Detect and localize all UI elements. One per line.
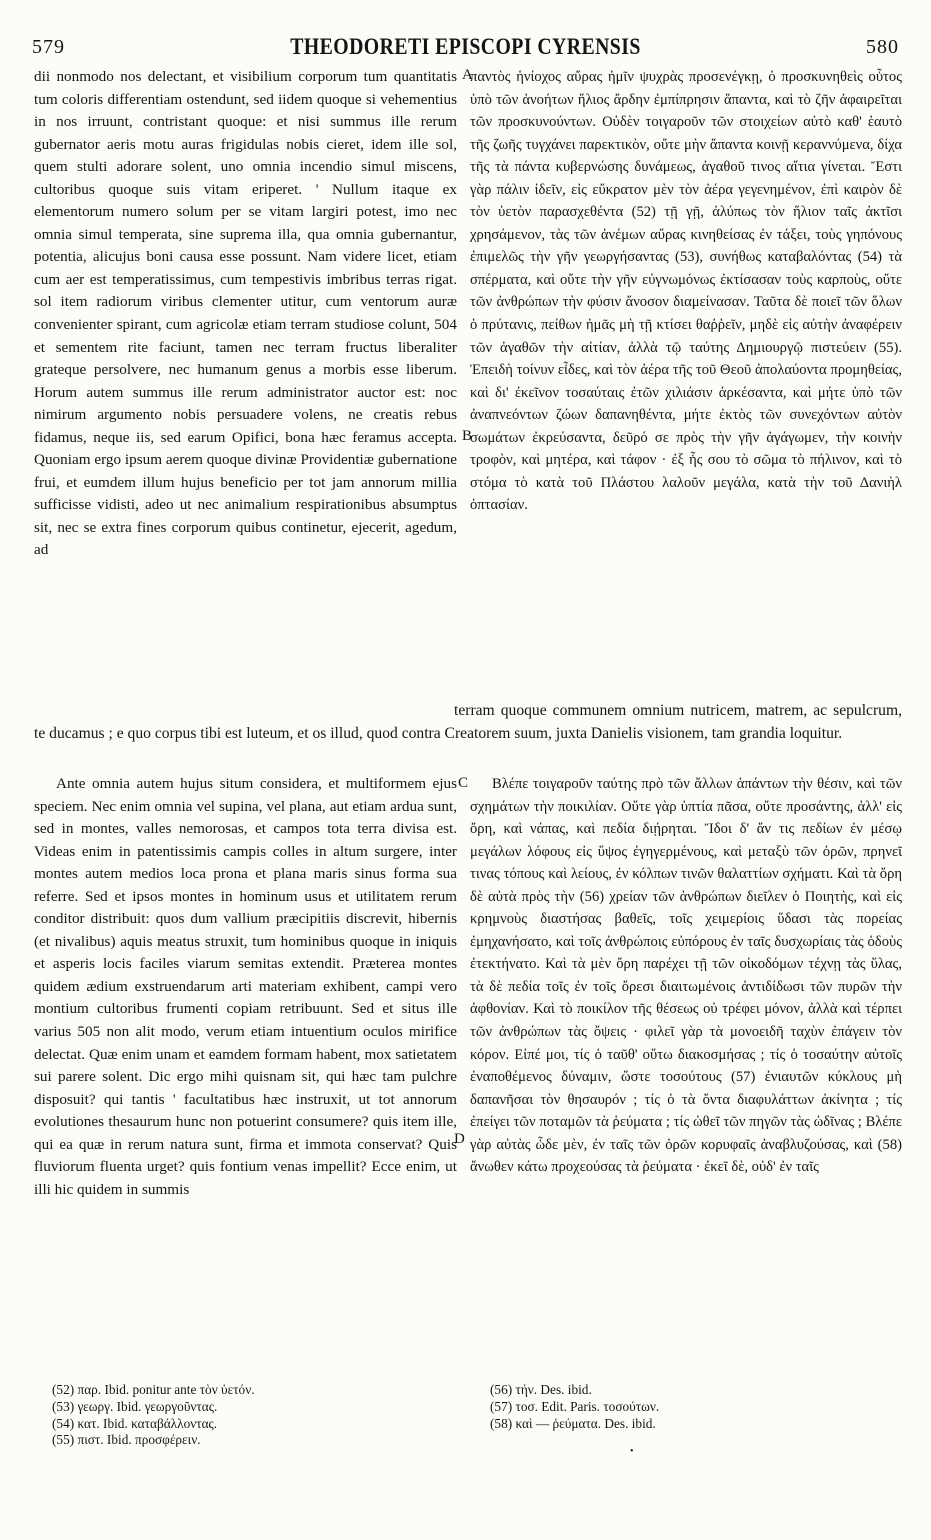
ornament-dot: • bbox=[630, 1446, 634, 1457]
section-marker-c: C bbox=[458, 775, 469, 791]
latin-full-width-line bbox=[34, 700, 902, 745]
footnote: (53) γεωργ. Ibid. γεωργοῦντας. bbox=[52, 1398, 218, 1414]
right-column-number: 580 bbox=[866, 36, 899, 58]
section-marker-b: B bbox=[462, 428, 473, 444]
footnotes-left bbox=[52, 1382, 452, 1449]
footnote: (54) κατ. Ibid. καταβάλλοντας. bbox=[52, 1415, 218, 1431]
footnote: (57) τοσ. Edit. Paris. τοσούτων. bbox=[490, 1398, 660, 1414]
page-header bbox=[30, 34, 901, 60]
footnotes-right bbox=[490, 1382, 890, 1432]
footnote: (52) παρ. Ibid. ponitur ante τὸν ὑετόν. bbox=[52, 1382, 255, 1397]
section-marker-a: A bbox=[462, 67, 473, 83]
left-column-number: 579 bbox=[32, 36, 65, 58]
footnote: (55) πιστ. Ibid. προσφέρειν. bbox=[52, 1432, 201, 1448]
latin-full-width-text: terram quoque communem omnium nutricem, matrem, ac sepulcrum, te ducamus ; e quo corpus tibi est luteum, et os illud, quod contra Creatorem suum, juxta Danielis visionem, tam grandia loquitur. bbox=[34, 702, 902, 742]
greek-column-bottom bbox=[470, 773, 902, 1373]
greek-text-bottom: Βλέπε τοιγαροῦν ταύτης πρὸ τῶν ἄλλων ἁπάντων τὴν θέσιν, καὶ τῶν σχημάτων τὴν ποικιλίαν. Οὔτε γὰρ ὑπτία πᾶσα, οὔτε προσάντης, ἀλλ' εἰς ὄρη, καὶ νάπας, καὶ πεδία διῄρηται. Ἴδοι δ' ἄν τις πεδίων ἐν μέσῳ μεγάλων λόφους εἰς ὕψος ἐγηγερμένους, καὶ μεταξὺ τῶν ὀρῶν, πρηνεῖ τινας τόπους καὶ λείους, ἐν κόλπων τινῶν θαλαττίων σχήματι. Καὶ τὰ ὄρη δὲ αὐτὰ πρὸς τὴν (56) χρείαν τῶν ἀνθρώπων διεῖλεν ὁ Ποιητὴς, καὶ εἰς κρημνοὺς διαστήσας βαθεῖς, τοῖς χειμερίοις ὕδασι τὰς πορείας ἐμηχανήσατο, καὶ τοῖς ἀνθρώποις εὐπόρους ἐν ταῖς δυσχωρίαις τὰς ὁδοὺς ἐτεκτήνατο. Καὶ τὰ μὲν ὄρη παρέχει τῇ τῶν οἰκοδόμων τέχνῃ τὰς ὕλας, τὰ δὲ πεδία τοῖς ἐν τοῖς ὄρεσι διαιτωμένοις ἀντιδίδωσι τῶν πυρῶν τὴν ἀφθονίαν. Καὶ τὸ ποικίλον τῆς θέσεως οὐ τρέφει μόνον, ἀλλὰ καὶ τέρπει τῶν ἀνθρώπων τὰς ὄψεις · φιλεῖ γὰρ τὰ μονοειδῆ ταχὺν ἐπάγειν τὸν κόρον. Εἰπέ μοι, τίς ὁ ταῦθ' οὕτω διακοσμήσας ; τίς ὁ τοσαύτην αὐτοῖς ἐναποθέμενος δύναμιν, ὥστε τοσούτους (57) ἐνιαυτῶν κύκλους μὴ δαπανῆσαι τὸν θησαυρόν ; τίς ὁ τὰ ὄντα διαφυλάττων ἀκίνητα ; τίς ἐπείγει τῶν ποταμῶν τὰ ῥεύματα ; τίς ὠθεῖ τῶν πηγῶν τὰς ὠδῖνας ; Βλέπε γὰρ αὐτὰς ὧδε μὲν, ἐν ταῖς τῶν ὀρῶν κορυφαῖς ἀναβλυζούσας, καὶ (58) ἄνωθεν κάτω προχεούσας τὰ ῥεύματα · ἐκεῖ δὲ, οὐδ' ἐν ταῖς bbox=[470, 776, 902, 1176]
greek-text-top: παντὸς ἡνίοχος αὔρας ἡμῖν ψυχρὰς προσενέγκῃ, ὁ προσκυνηθεὶς οὗτος ὑπὸ τῶν ἀνοήτων ἥλιος ἄρδην ἐμπίπρησιν ἅπαντα, καὶ τὸ ζῆν ἀφαιρεῖται τῶν προσκυνούντων. Οὐδὲν τοιγαροῦν τῶν στοιχείων αὐτὸ καθ' ἑαυτὸ τῆς ζωῆς τυγχάνει παρεκτικὸν, οὔτε μὴν ἅπαντα κοινῇ κεραννύμενα, δίχα τῆς τὰ πάντα κυβερνώσης δυνάμεως, ἀγαθοῦ τινος αἴτια γίνεται. Ἔστι γὰρ πάλιν ἰδεῖν, εἰς εὔκρατον μὲν τὸν ἀέρα γεγενημένον, ἐπὶ καιρὸν δὲ τὸν ὑετὸν παρασχεθέντα (52) τῇ γῇ, ἀλύπως τὸν ἥλιον ταῖς ἀκτῖσι χρησάμενον, τὰς τῶν ἀνέμων αὔρας κινηθείσας ἐν τάξει, τοὺς γηπόνους ἐπιμελῶς τὴν γῆν γεωργήσαντας (53), συνήθως καταβαλόντας (54) τὰ σπέρματα, καὶ οὔτε τὴν γῆν εὐγνωμόνως ἐκτίσασαν τοὺς καρποὺς, οὔτε τῶν ἀνθρώπων τὴν φύσιν ἄνοσον διαμείνασαν. Ταῦτα δὲ ποιεῖ τῶν ὅλων ὁ πρύτανις, πείθων ἡμᾶς μὴ τῇ κτίσει θαῤῥεῖν, μηδὲ εἰς αὐτὴν ἀναφέρειν τῶν ἀγαθῶν τὴν αἰτίαν, ἀλλὰ τῷ ταύτης Δημιουργῷ πιστεύειν (55). Ἐπειδὴ τοίνυν εἶδες, καὶ τὸν ἀέρα τῆς τοῦ Θεοῦ ἀπολαύοντα προμηθείας, καὶ δι' ἐκεῖνον τοσαύταις ἐτῶν χιλιάσιν ἀρκέσαντα, καὶ μήτε ὑπὸ τῶν ἀναπνεόντων ζώων δαπανηθέντα, μήτε ἐκτὸς τῶν συνεχόντων αὐτὸν σωμάτων ἐκρεύσαντα, δεῦρό σε πρὸς τὴν γῆν ἀγάγωμεν, τὴν κοινὴν τροφὸν, καὶ μητέρα, καὶ τάφον · ἐξ ἧς σου τὸ σῶμα τὸ πήλινον, καὶ τὸ στόμα τὸ κατὰ τοῦ Πλάστου λαλοῦν μεγάλα, κατὰ τὴν τοῦ Δανιὴλ ὀπτασίαν. bbox=[470, 69, 902, 514]
footnote: (56) τήν. Des. ibid. bbox=[490, 1382, 592, 1397]
greek-column-top bbox=[470, 66, 902, 696]
latin-column-top bbox=[34, 66, 457, 690]
section-marker-d: D bbox=[454, 1131, 465, 1147]
latin-text-bottom: Ante omnia autem hujus situm considera, et multiformem ejus speciem. Nec enim omnia vel supina, vel plana, aut etiam ardua sunt, sed in montes, valles nemorosas, et campos tota terra divisa est. Videas enim in patentissimis campis colles in altum surgere, inter montes autem medios loca prona et plana maris sinus forma sua referre. Sed et ipsos montes in hominum usus et utilitatem rerum conditor distribuit: quos dum vallium præcipitiis discrevit, hibernis (et nivalibus) aquis meatus struxit, tum hominibus quoque in iniquis et asperis locis faciles viarum semitas extendit. Præterea montes quidem ædium exstruendarum arti materiam exhibent, campi vero montium cultoribus frumenti copiam retribuunt. Sed et situs ille varius 505 non alit modo, verum etiam intuentium oculos mirifice delectat. Quæ enim unam et eamdem formam habent, mox satietatem sui parere solent. Dic ergo mihi quisnam sit, qui hæc tam pulchre disposuit? qui tantis ' facultatibus hæc instruxit, ut tot annorum evolutiones thesaurum hunc non potuerint consumere? quis item ille, qui ea quæ in rerum natura sunt, firma et immota conservat? Quis fluviorum fluenta urget? quis fontium venas impellit? Ecce enim, ut illi hic quidem in summis bbox=[34, 775, 457, 1198]
latin-column-bottom bbox=[34, 773, 457, 1373]
running-title: THEODORETI EPISCOPI CYRENSIS bbox=[290, 34, 641, 59]
latin-text-top: dii nonmodo nos delectant, et visibilium corporum tum quantitatis tum coloris differentiam ostendunt, sed iidem quoque si vehementius in nos irruunt, contristant quoque: et nisi summus ille rerum gubernator aeris motu auras frigidulas nobis cieret, idem ille sol, quem stulti adorare solent, uno omnia incendio simul miscens, cultoribus quoque suis vitam eriperet. ' Nullum itaque ex elementorum numero solum per se vitam largiri potest, imo nec omnia simul temperata, sine suprema illa, qua omnia gubernantur, potentia, alicujus boni causa esse possunt. Nam videre licet, etiam cum aer est temperatissimus, cum tempestivis imbribus terras rigat. sol item radiorum viribus clementer utitur, cum ventorum auræ convenienter spirant, cum agricolæ etiam terram studiose colunt, 504 et sementem rite faciunt, tamen nec terram fructus liberaliter grateque persolvere, nec humanum genus a morbis esse liberum. Horum autem summus ille rerum administrator auctor est: noc nimirum argumento nobis persuadere volens, ne creatis rebus fidamus, neque iis, sed earum Opifici, bona hæc feramus accepta. Quoniam ergo ipsum aerem quoque divinæ Providentiæ gubernatione frui, et eumdem illum hujus beneficio per tot jam annorum millia sufficisse vidisti, adeo ut nec animalium respirationibus absumptus sit, nec se extra fines corporum quibus continetur, ejecerit, agedum, ad bbox=[34, 68, 457, 559]
footnote: (58) καὶ — ῥεύματα. Des. ibid. bbox=[490, 1415, 656, 1431]
